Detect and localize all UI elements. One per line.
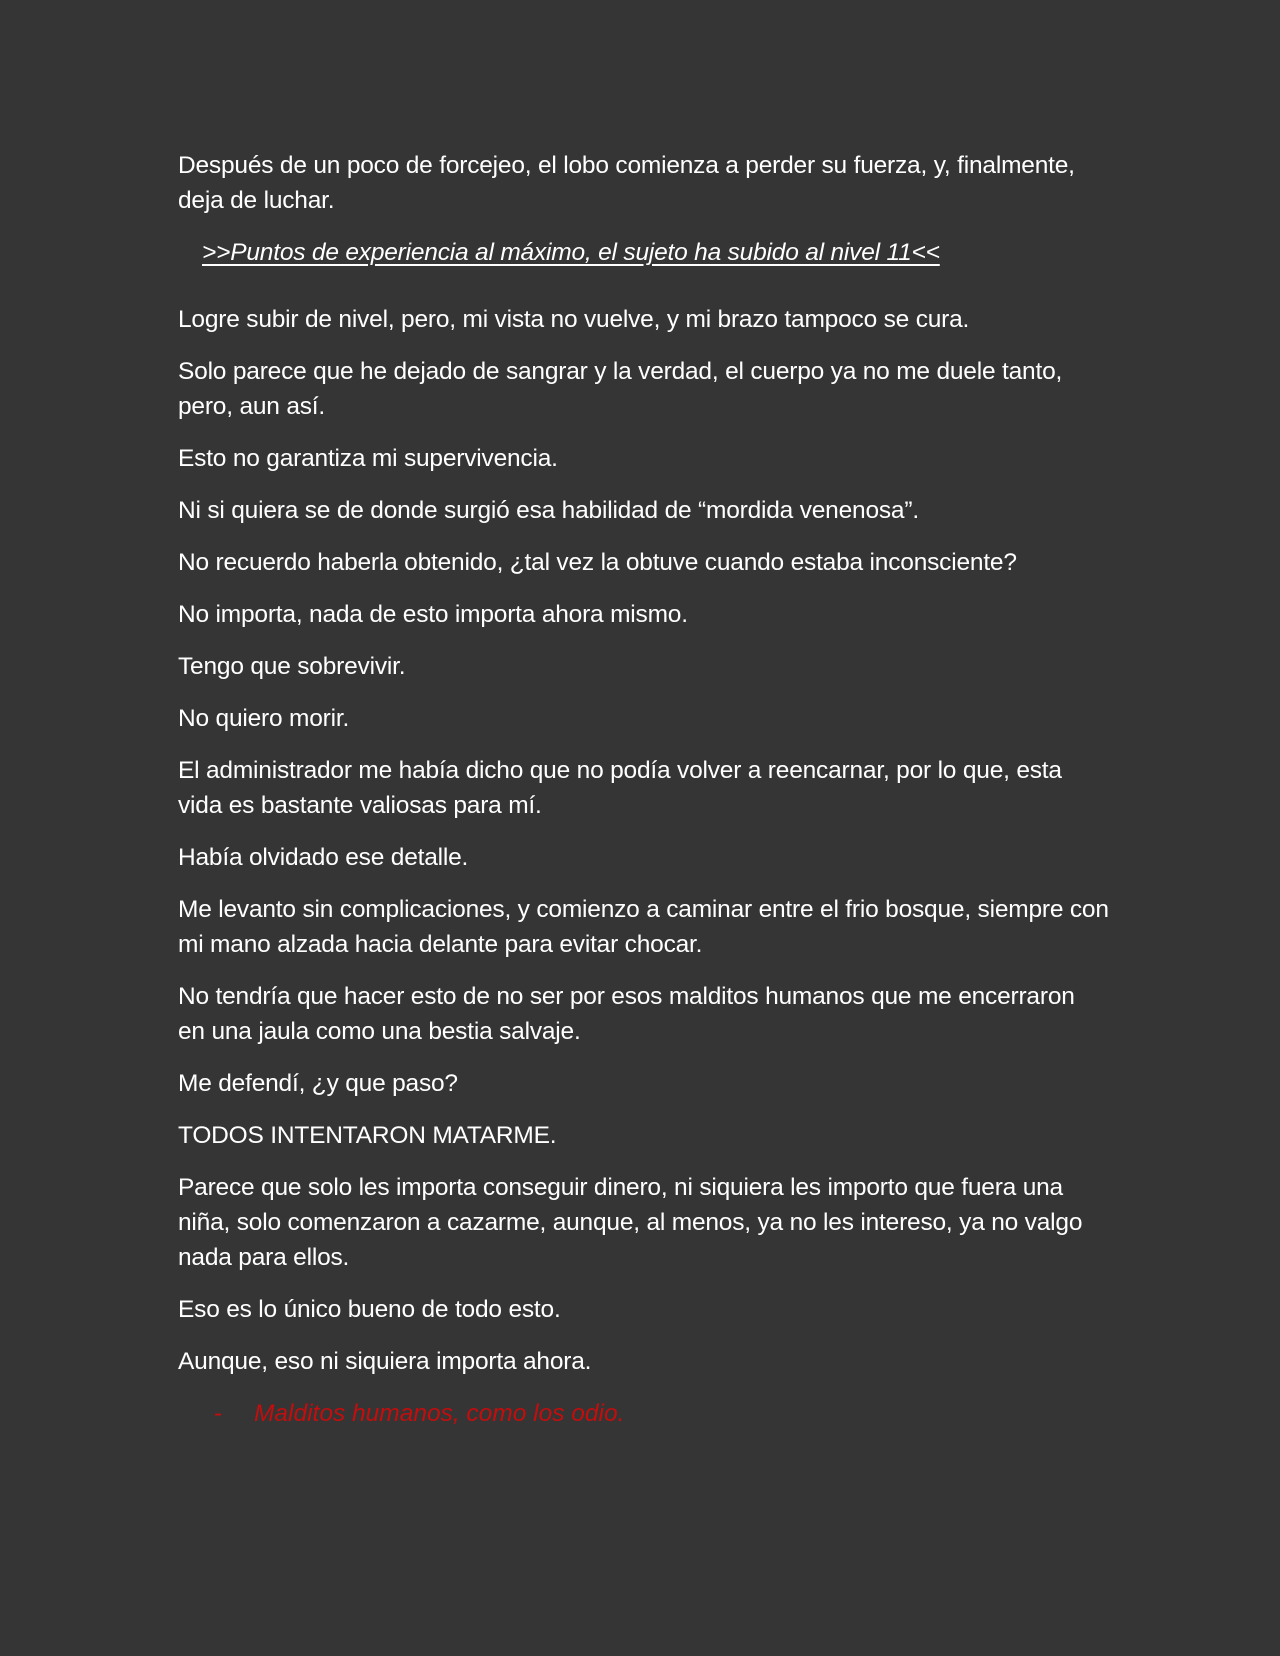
paragraph: Aunque, eso ni siquiera importa ahora. [178,1348,592,1375]
paragraph: Me levanto sin complicaciones, y comienzo a caminar entre el frio bosque, siempre con mi mano alzada hacia delante para evitar chocar. [178,896,1109,958]
paragraph: Tengo que sobrevivir. [178,653,406,680]
dialogue-line [214,1396,1108,1431]
system-message: >>Puntos de experiencia al máximo, el sujeto ha subido al nivel 11<< [202,239,940,266]
paragraph: El administrador me había dicho que no podía volver a reencarnar, por lo que, esta vida es bastante valiosas para mí. [178,757,1062,819]
paragraph: TODOS INTENTARON MATARME. [178,1122,557,1149]
paragraph: Esto no garantiza mi supervivencia. [178,445,558,472]
dialogue-text: Malditos humanos, como los odio. [254,1400,625,1427]
paragraph: Me defendí, ¿y que paso? [178,1070,458,1097]
paragraph: Logre subir de nivel, pero, mi vista no vuelve, y mi brazo tampoco se cura. [178,306,970,333]
paragraph: No importa, nada de esto importa ahora mismo. [178,601,688,628]
document-page [178,148,1108,1431]
paragraph: Después de un poco de forcejeo, el lobo comienza a perder su fuerza, y, finalmente, deja de luchar. [178,152,1075,214]
paragraph: No recuerdo haberla obtenido, ¿tal vez la obtuve cuando estaba inconsciente? [178,549,1017,576]
paragraph: Había olvidado ese detalle. [178,844,469,871]
paragraph: Eso es lo único bueno de todo esto. [178,1296,561,1323]
paragraph: No quiero morir. [178,705,350,732]
dialogue-dash: - [214,1400,223,1427]
paragraph: No tendría que hacer esto de no ser por esos malditos humanos que me encerraron en una jaula como una bestia salvaje. [178,983,1075,1045]
paragraph: Solo parece que he dejado de sangrar y la verdad, el cuerpo ya no me duele tanto, pero, aun así. [178,358,1063,420]
paragraph: Parece que solo les importa conseguir dinero, ni siquiera les importo que fuera una niña, solo comenzaron a cazarme, aunque, al menos, ya no les intereso, ya no valgo nada para ellos. [178,1174,1083,1271]
paragraph: Ni si quiera se de donde surgió esa habilidad de “mordida venenosa”. [178,497,919,524]
